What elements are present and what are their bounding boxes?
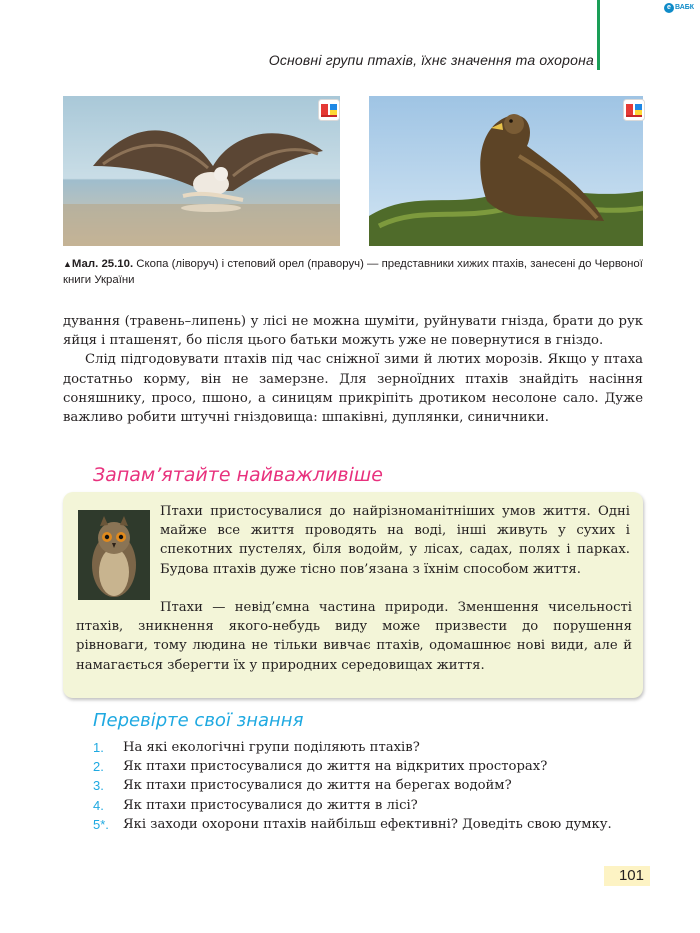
page-number: 101 xyxy=(604,866,650,886)
summary-text xyxy=(76,598,632,675)
red-book-icon xyxy=(623,99,645,121)
question-text: На які екологічні групи поділяють птахів? xyxy=(123,740,420,755)
question-text: Які заходи охорони птахів найбільш ефективні? Доведіть свою думку. xyxy=(123,816,612,832)
list-item xyxy=(93,815,613,834)
figure-caption xyxy=(63,256,643,288)
osprey-photo xyxy=(63,96,340,246)
logo-icon: e xyxy=(664,3,674,13)
list-item xyxy=(93,738,613,757)
question-number: 2. xyxy=(93,759,104,775)
paragraph: Слід підгодовувати птахів під час сніжної зими й лютих морозів. Якщо у птаха достатньо корму, він не замерзне. Для зерноїдних птахів знайдіть насіння соняшнику, просо, пшоно, а синицям прикріпіть дротиком несолоне сало. Дуже важливо робити штучні гніздовища: шпаківні, дуплянки, синичники. xyxy=(63,352,643,426)
summary-paragraph: Птахи пристосувалися до найрізноманітніших умов життя. Одні майже все життя проводять на воді, інші живуть у сухих і спекотних пустелях, біля водойм, у лісах, садах, полях і парках. Будова птахів дуже тісно пов’язана з їхнім способом життя. xyxy=(160,504,630,577)
owl-photo xyxy=(78,510,150,600)
question-number: 3. xyxy=(93,778,104,794)
remember-heading: Запам’ятайте найважливіше xyxy=(93,464,383,486)
question-number: 5*. xyxy=(93,816,109,832)
header-accent-rule xyxy=(597,0,600,70)
triangle-marker-icon: ▲ xyxy=(63,259,72,269)
paragraph: дування (травень–липень) у лісі не можна шуміти, руйнувати гнізда, брати до рук яйця і пташенят, бо після цього батьки можуть уже не повернутися в гніздо. xyxy=(63,314,643,349)
logo-text: ВАБК xyxy=(675,4,695,11)
steppe-eagle-photo xyxy=(369,96,643,246)
question-number: 4. xyxy=(93,797,104,813)
running-title: Основні групи птахів, їхнє значення та охорона xyxy=(268,52,594,68)
summary-paragraph: Птахи — невід’ємна частина природи. Зменшення чисельності птахів, зникнення якого-небудь виду може призвести до порушення рівноваги, тому людина не тільки вивчає птахів, одомашнює нові види, але й намагається зберегти їх у природних середовищах життя. xyxy=(76,600,632,673)
list-item xyxy=(93,796,613,815)
list-item xyxy=(93,776,613,795)
question-text: Як птахи пристосувалися до життя на берегах водойм? xyxy=(123,778,512,794)
list-item xyxy=(93,757,613,776)
question-text: Як птахи пристосувалися до життя в лісі? xyxy=(123,797,418,813)
figure-label: Мал. 25.10. xyxy=(71,258,134,270)
check-heading: Перевірте свої знання xyxy=(93,710,304,731)
question-text: Як птахи пристосувалися до життя на відкритих просторах? xyxy=(123,759,548,775)
body-text xyxy=(63,312,643,427)
red-book-icon xyxy=(318,99,340,121)
figure-caption-text: Скопа (ліворуч) і степовий орел (праворуч) — представники хижих птахів, занесені до Червоної книги України xyxy=(63,258,643,286)
question-number: 1. xyxy=(93,740,104,755)
publisher-logo xyxy=(664,3,694,13)
questions-list xyxy=(93,738,613,834)
